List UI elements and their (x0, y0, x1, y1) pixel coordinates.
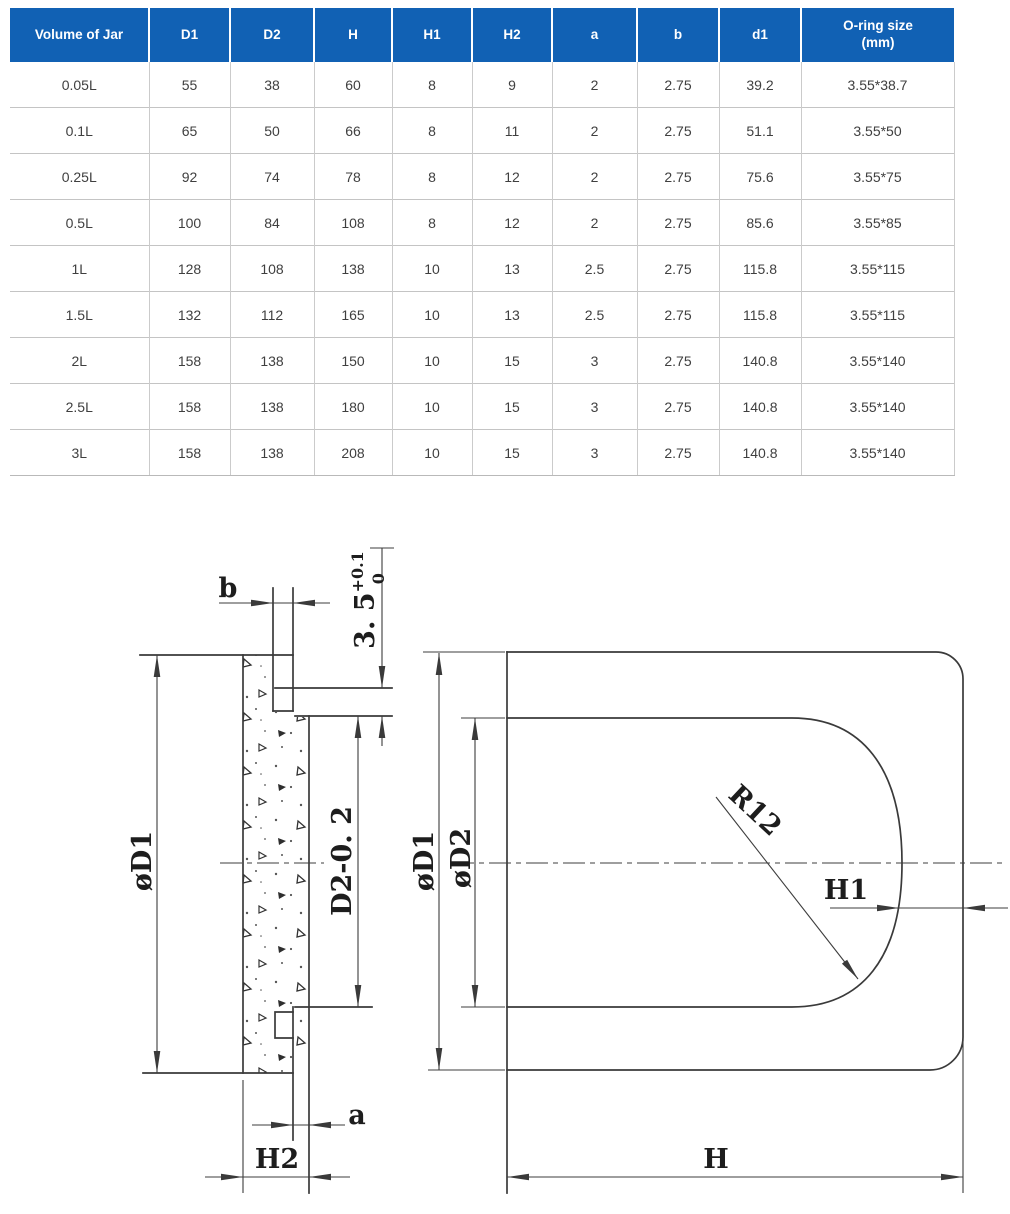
cell-6-3: 150 (314, 338, 392, 384)
cell-7-9: 3.55*140 (801, 384, 954, 430)
dim-label-h1: H1 (823, 875, 869, 906)
cell-4-9: 3.55*115 (801, 246, 954, 292)
left-view-section (127, 548, 394, 1193)
cell-1-4: 8 (392, 108, 472, 154)
cell-7-4: 10 (392, 384, 472, 430)
cell-8-2: 138 (230, 430, 314, 476)
cell-6-0: 2L (10, 338, 149, 384)
col-header-1: D1 (149, 8, 230, 62)
cell-7-2: 138 (230, 384, 314, 430)
cell-2-1: 92 (149, 154, 230, 200)
cell-3-4: 8 (392, 200, 472, 246)
cell-2-9: 3.55*75 (801, 154, 954, 200)
cell-6-5: 15 (472, 338, 552, 384)
cell-5-3: 165 (314, 292, 392, 338)
cell-7-1: 158 (149, 384, 230, 430)
cell-8-4: 10 (392, 430, 472, 476)
cell-5-2: 112 (230, 292, 314, 338)
dim-label-r12: R12 (722, 778, 788, 843)
cell-4-7: 2.75 (637, 246, 719, 292)
cell-6-4: 10 (392, 338, 472, 384)
cell-6-9: 3.55*140 (801, 338, 954, 384)
cell-0-2: 38 (230, 62, 314, 108)
cell-5-8: 115.8 (719, 292, 801, 338)
cell-8-0: 3L (10, 430, 149, 476)
cell-6-6: 3 (552, 338, 637, 384)
dim-label-d2-minus: D2-0. 2 (327, 806, 358, 916)
cell-4-3: 138 (314, 246, 392, 292)
cell-2-6: 2 (552, 154, 637, 200)
cell-3-7: 2.75 (637, 200, 719, 246)
cell-2-3: 78 (314, 154, 392, 200)
cell-3-2: 84 (230, 200, 314, 246)
dim-label-od2: øD2 (446, 827, 477, 889)
cell-7-6: 3 (552, 384, 637, 430)
cell-4-1: 128 (149, 246, 230, 292)
cell-7-5: 15 (472, 384, 552, 430)
cell-2-5: 12 (472, 154, 552, 200)
cell-1-8: 51.1 (719, 108, 801, 154)
cell-5-7: 2.75 (637, 292, 719, 338)
cell-8-5: 15 (472, 430, 552, 476)
cell-0-8: 39.2 (719, 62, 801, 108)
col-header-3: H (314, 8, 392, 62)
col-header-5: H2 (472, 8, 552, 62)
cell-1-2: 50 (230, 108, 314, 154)
cell-2-7: 2.75 (637, 154, 719, 200)
col-header-0: Volume of Jar (10, 8, 149, 62)
cell-1-0: 0.1L (10, 108, 149, 154)
cell-4-6: 2.5 (552, 246, 637, 292)
cell-0-7: 2.75 (637, 62, 719, 108)
cell-2-4: 8 (392, 154, 472, 200)
col-header-7: b (637, 8, 719, 62)
cell-3-6: 2 (552, 200, 637, 246)
col-header-8: d1 (719, 8, 801, 62)
cell-0-1: 55 (149, 62, 230, 108)
dim-label-h: H (703, 1144, 729, 1175)
cell-4-2: 108 (230, 246, 314, 292)
cell-5-4: 10 (392, 292, 472, 338)
cell-1-5: 11 (472, 108, 552, 154)
cell-0-9: 3.55*38.7 (801, 62, 954, 108)
cell-2-0: 0.25L (10, 154, 149, 200)
cell-7-3: 180 (314, 384, 392, 430)
dim-label-b: b (218, 573, 238, 604)
left-wall-hatch (243, 655, 309, 1073)
col-header-2: D2 (230, 8, 314, 62)
col-header-6: a (552, 8, 637, 62)
cell-4-4: 10 (392, 246, 472, 292)
cell-0-0: 0.05L (10, 62, 149, 108)
cell-2-8: 75.6 (719, 154, 801, 200)
cell-1-7: 2.75 (637, 108, 719, 154)
col-header-4: H1 (392, 8, 472, 62)
dim-label-od1-left: øD1 (127, 830, 158, 892)
cell-8-8: 140.8 (719, 430, 801, 476)
cell-1-3: 66 (314, 108, 392, 154)
cell-6-1: 158 (149, 338, 230, 384)
cell-6-7: 2.75 (637, 338, 719, 384)
cell-5-5: 13 (472, 292, 552, 338)
cell-3-0: 0.5L (10, 200, 149, 246)
cell-1-1: 65 (149, 108, 230, 154)
cell-8-6: 3 (552, 430, 637, 476)
cell-0-5: 9 (472, 62, 552, 108)
cell-3-8: 85.6 (719, 200, 801, 246)
cell-5-1: 132 (149, 292, 230, 338)
cell-4-5: 13 (472, 246, 552, 292)
cell-3-3: 108 (314, 200, 392, 246)
cell-4-8: 115.8 (719, 246, 801, 292)
cell-4-0: 1L (10, 246, 149, 292)
dim-label-h2: H2 (254, 1144, 300, 1175)
col-header-9: O-ring size (mm) (801, 8, 954, 62)
cell-1-6: 2 (552, 108, 637, 154)
cell-3-5: 12 (472, 200, 552, 246)
cell-5-9: 3.55*115 (801, 292, 954, 338)
cell-3-9: 3.55*85 (801, 200, 954, 246)
cell-7-8: 140.8 (719, 384, 801, 430)
dim-label-groove-depth: 3. 5+0.1 0 (348, 551, 388, 649)
cell-0-6: 2 (552, 62, 637, 108)
cell-0-3: 60 (314, 62, 392, 108)
dim-label-od1-right: øD1 (409, 830, 440, 892)
dim-label-a: a (348, 1100, 366, 1131)
right-view-section (409, 652, 1008, 1193)
cell-0-4: 8 (392, 62, 472, 108)
cell-6-8: 140.8 (719, 338, 801, 384)
cell-3-1: 100 (149, 200, 230, 246)
cell-1-9: 3.55*50 (801, 108, 954, 154)
cell-8-3: 208 (314, 430, 392, 476)
cell-7-0: 2.5L (10, 384, 149, 430)
cell-8-9: 3.55*140 (801, 430, 954, 476)
cell-6-2: 138 (230, 338, 314, 384)
cell-5-0: 1.5L (10, 292, 149, 338)
cell-8-1: 158 (149, 430, 230, 476)
cell-2-2: 74 (230, 154, 314, 200)
cell-5-6: 2.5 (552, 292, 637, 338)
cell-7-7: 2.75 (637, 384, 719, 430)
cell-8-7: 2.75 (637, 430, 719, 476)
